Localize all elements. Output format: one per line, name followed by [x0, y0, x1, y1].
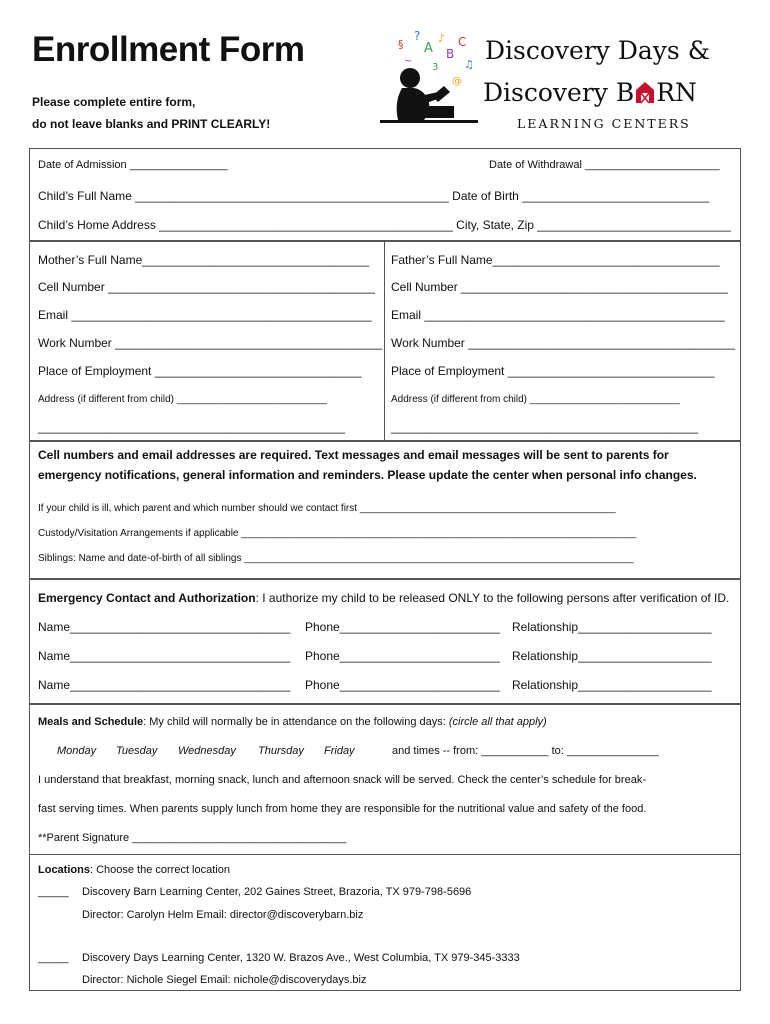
svg-text:3: 3: [432, 62, 439, 73]
page-title: Enrollment Form: [32, 30, 305, 69]
father-cell-field[interactable]: Cell Number ________________________________________: [391, 280, 728, 294]
parents-divider: [384, 241, 385, 441]
emergency-phone-2[interactable]: Phone________________________: [305, 649, 500, 663]
mother-address-field[interactable]: Address (if different from child) ___________________________: [38, 394, 327, 405]
day-wednesday[interactable]: Wednesday: [178, 745, 236, 757]
mother-cell-field[interactable]: Cell Number ________________________________________: [38, 280, 375, 294]
reading-child-logo-icon: [380, 26, 480, 130]
barn-icon: [634, 80, 656, 104]
mother-work-field[interactable]: Work Number ________________________________________: [38, 336, 383, 350]
day-friday[interactable]: Friday: [324, 745, 355, 757]
location-1-address: Discovery Barn Learning Center, 202 Gaines Street, Brazoria, TX 979-798-5696: [82, 886, 472, 898]
mother-employment-field[interactable]: Place of Employment _______________________________: [38, 364, 362, 378]
meals-paragraph-2: fast serving times. When parents supply lunch from home they are responsible for the nutritional value and safety of the food.: [38, 803, 647, 815]
svg-text:C: C: [458, 35, 467, 49]
instruction-line-2: do not leave blanks and PRINT CLEARLY!: [32, 117, 271, 131]
location-1-checkbox[interactable]: _____: [38, 886, 69, 898]
siblings-field[interactable]: Siblings: Name and date-of-birth of all siblings ______________________________________________________________________: [38, 553, 634, 564]
custody-field[interactable]: Custody/Visitation Arrangements if applicable _______________________________________________________________________: [38, 528, 637, 539]
parent-signature-field[interactable]: **Parent Signature ___________________________________: [38, 832, 347, 844]
svg-text:§: §: [398, 38, 404, 51]
mother-email-field[interactable]: Email _____________________________________________: [38, 308, 372, 322]
times-field[interactable]: and times -- from: ___________ to: _______________: [392, 745, 659, 757]
emergency-relationship-2[interactable]: Relationship____________________: [512, 649, 712, 663]
emergency-relationship-3[interactable]: Relationship____________________: [512, 678, 712, 692]
location-2-address: Discovery Days Learning Center, 1320 W. Brazos Ave., West Columbia, TX 979-345-3333: [82, 952, 520, 964]
mother-name-field[interactable]: Mother’s Full Name__________________________________: [38, 253, 370, 267]
emergency-heading: Emergency Contact and Authorization: I authorize my child to be released ONLY to the following persons after verification of ID.: [38, 591, 730, 605]
emergency-phone-1[interactable]: Phone________________________: [305, 620, 500, 634]
meals-heading: Meals and Schedule: My child will normally be in attendance on the following days: (circle all that apply): [38, 716, 547, 728]
svg-text:A: A: [424, 41, 433, 56]
svg-text:♪: ♪: [438, 32, 446, 45]
child-address-field[interactable]: Child’s Home Address ____________________________________________ City, State, Zip _____________________________: [38, 218, 731, 232]
father-name-field[interactable]: Father’s Full Name__________________________________: [391, 253, 720, 267]
emergency-name-1[interactable]: Name_________________________________: [38, 620, 291, 634]
logo-line-1: Discovery Days &: [485, 36, 710, 65]
location-2-director: Director: Nichole Siegel Email: nichole@discoverydays.biz: [82, 974, 367, 986]
locations-heading: Locations: Choose the correct location: [38, 864, 230, 876]
meals-paragraph-1: I understand that breakfast, morning snack, lunch and afternoon snack will be served. Check the center’s schedule for break-: [38, 774, 646, 786]
svg-text:B: B: [446, 47, 455, 61]
emergency-phone-3[interactable]: Phone________________________: [305, 678, 500, 692]
ill-contact-field[interactable]: If your child is ill, which parent and which number should we contact first ______________________________________________: [38, 503, 616, 514]
father-address-field[interactable]: Address (if different from child) ___________________________: [391, 394, 680, 405]
svg-text:?: ?: [414, 29, 421, 43]
father-employment-field[interactable]: Place of Employment _______________________________: [391, 364, 715, 378]
father-address-line-2[interactable]: ______________________________________________: [391, 420, 698, 434]
father-work-field[interactable]: Work Number ________________________________________: [391, 336, 736, 350]
logo-line-2: Discovery B RN: [483, 78, 697, 107]
location-1-director: Director: Carolyn Helm Email: director@discoverybarn.biz: [82, 909, 364, 921]
emergency-relationship-1[interactable]: Relationship____________________: [512, 620, 712, 634]
location-2-checkbox[interactable]: _____: [38, 952, 69, 964]
day-thursday[interactable]: Thursday: [258, 745, 304, 757]
svg-text:~: ~: [404, 56, 413, 67]
child-name-field[interactable]: Child’s Full Name _______________________________________________ Date of Birth ____________________________: [38, 189, 710, 203]
day-monday[interactable]: Monday: [57, 745, 97, 757]
date-of-withdrawal-field[interactable]: Date of Withdrawal ______________________: [489, 159, 720, 171]
notice-line-1: Cell numbers and email addresses are required. Text messages and email messages will be sent to parents for: [38, 448, 669, 462]
svg-text:@: @: [452, 76, 462, 87]
logo-subtitle: LEARNING CENTERS: [517, 116, 691, 131]
svg-text:♫: ♫: [464, 58, 474, 71]
mother-address-line-2[interactable]: ______________________________________________: [38, 420, 345, 434]
date-of-admission-field[interactable]: Date of Admission ________________: [38, 159, 228, 171]
day-tuesday[interactable]: Tuesday: [116, 745, 158, 757]
emergency-name-3[interactable]: Name_________________________________: [38, 678, 291, 692]
notice-line-2: emergency notifications, general information and reminders. Please update the center when personal info changes.: [38, 468, 697, 482]
father-email-field[interactable]: Email _____________________________________________: [391, 308, 725, 322]
emergency-name-2[interactable]: Name_________________________________: [38, 649, 291, 663]
locations-divider: [29, 854, 741, 855]
instruction-line-1: Please complete entire form,: [32, 95, 196, 109]
